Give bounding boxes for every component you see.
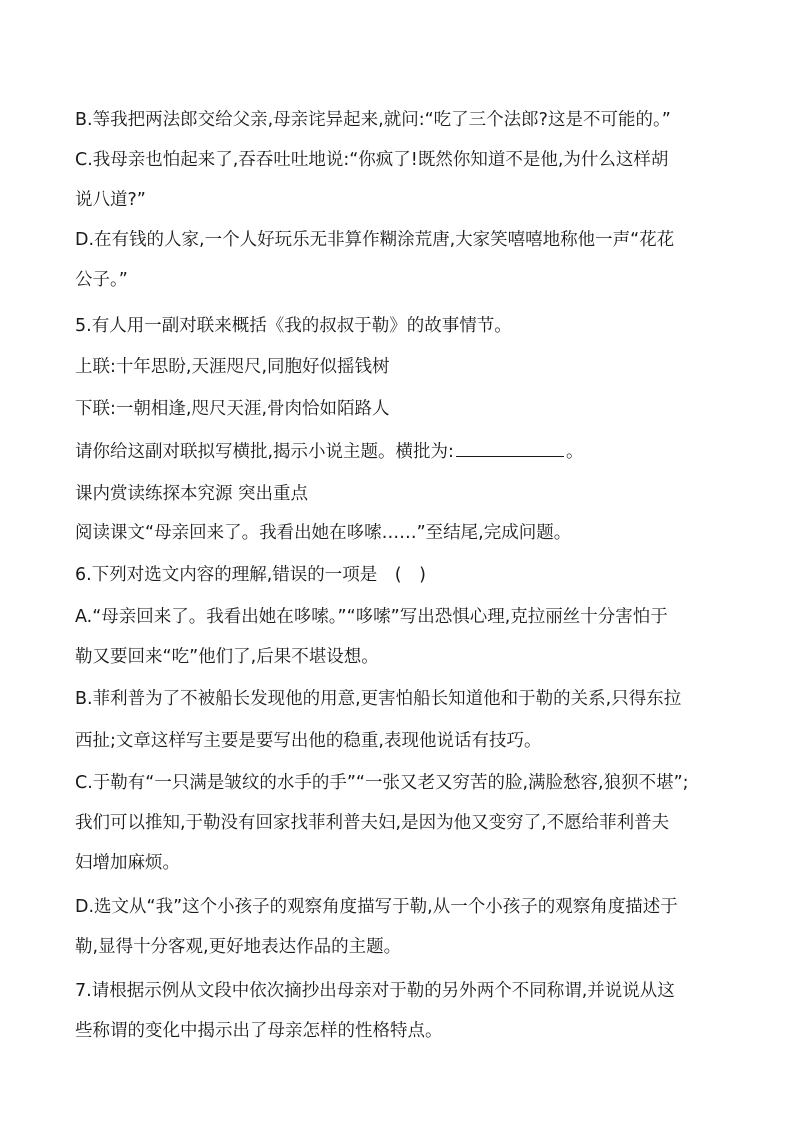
option-4c-line1: C.我母亲也怕起来了,吞吞吐吐地说:“你疯了!既然你知道不是他,为什么这样胡 <box>75 150 669 170</box>
answer-blank[interactable] <box>456 440 564 457</box>
question-5-task-text: 请你给这副对联拟写横批,揭示小说主题。横批为: <box>75 442 454 462</box>
option-6d-line2: 勒,显得十分客观,更好地表达作品的主题。 <box>75 937 402 957</box>
option-6a-line1: A.“母亲回来了。我看出她在哆嗦。”“哆嗦”写出恐惧心理,克拉丽丝十分害怕于 <box>75 607 668 627</box>
question-5-stem: 5.有人用一副对联来概括《我的叔叔于勒》的故事情节。 <box>75 316 512 336</box>
option-6c-line3: 妇增加麻烦。 <box>75 853 180 873</box>
question-5-task-end: 。 <box>565 442 584 462</box>
reading-instruction: 阅读课文“母亲回来了。我看出她在哆嗦……”至结尾,完成问题。 <box>75 523 572 543</box>
option-6b-line2: 西扯;文章这样写主要是要写出他的稳重,表现他说话有技巧。 <box>75 731 542 751</box>
option-6b-line1: B.菲利普为了不被船长发现他的用意,更害怕船长知道他和于勒的关系,只得东拉 <box>75 689 682 709</box>
option-4d-line1: D.在有钱的人家,一个人好玩乐无非算作糊涂荒唐,大家笑嘻嘻地称他一声“花花 <box>75 230 675 250</box>
option-6a-line2: 勒又要回来“吃”他们了,后果不堪设想。 <box>75 647 379 667</box>
section-heading: 课内赏读练探本究源 突出重点 <box>75 484 309 504</box>
question-6-stem: 6.下列对选文内容的理解,错误的一项是 ( ) <box>75 565 426 585</box>
option-6c-line2: 我们可以推知,于勒没有回家找菲利普夫妇,是因为他又变穷了,不愿给菲利普夫 <box>75 813 670 833</box>
question-7-line2: 些称谓的变化中揭示出了母亲怎样的性格特点。 <box>75 1021 443 1041</box>
option-4d-line2: 公子。” <box>75 270 128 290</box>
couplet-upper: 上联:十年思盼,天涯咫尺,同胞好似摇钱树 <box>75 357 390 377</box>
option-6c-line1: C.于勒有“一只满是皱纹的水手的手”“一张又老又穷苦的脸,满脸愁容,狼狈不堪”; <box>75 773 689 793</box>
question-5-task <box>75 440 725 464</box>
couplet-lower: 下联:一朝相逢,咫尺天涯,骨肉恰如陌路人 <box>75 399 390 419</box>
option-6d-line1: D.选文从“我”这个小孩子的观察角度描写于勒,从一个小孩子的观察角度描述于 <box>75 897 678 917</box>
question-7-line1: 7.请根据示例从文段中依次摘抄出母亲对于勒的另外两个不同称谓,并说说从这 <box>75 981 675 1001</box>
option-4b: B.等我把两法郎交给父亲,母亲诧异起来,就问:“吃了三个法郎?这是不可能的。” <box>75 110 671 130</box>
option-4c-line2: 说八道?” <box>75 190 146 210</box>
